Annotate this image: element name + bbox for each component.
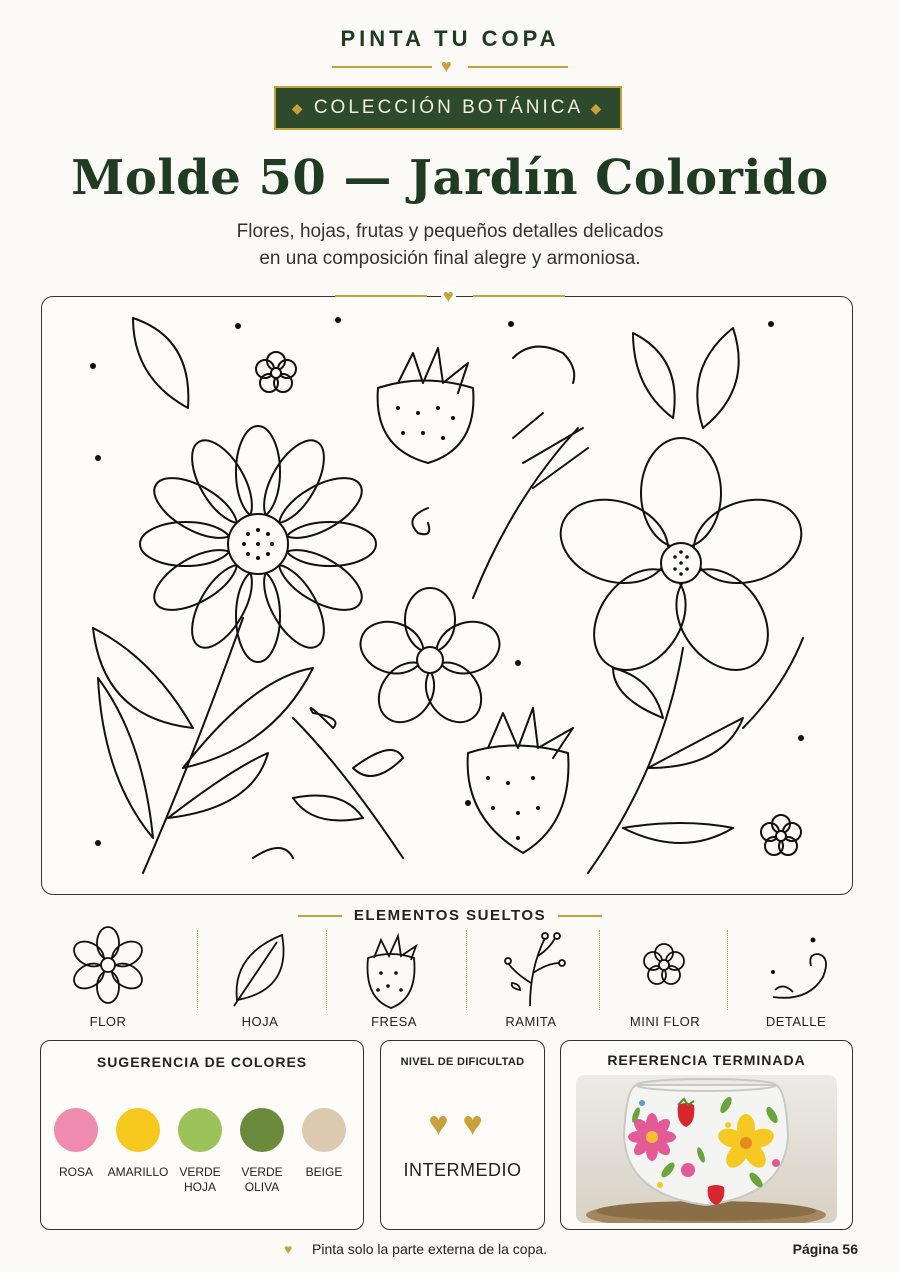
swatch-label [165,1165,235,1195]
element-label-hoja: HOJA [241,1014,279,1029]
flower-icon [354,588,506,733]
swatch-verde-hoja [178,1108,222,1152]
element-divider [197,930,198,1010]
element-divider [727,930,728,1010]
flower-icon [68,925,148,1009]
heart-icon: ♥ [462,1105,497,1143]
twig-icon [500,928,570,1008]
leaf-icon [222,930,292,1008]
mini-flower-icon [635,937,695,997]
swirl-icon [763,932,833,1004]
subtitle-line-1: Flores, hojas, frutas y pequeños detalles delicados [236,221,664,242]
heart-icon: ♥ [441,56,452,76]
page-subtitle [0,218,900,272]
swatch-label-line1: VERDE [179,1165,221,1179]
mini-flower-icon [761,815,801,855]
heart-icon: ♥ [428,1105,463,1143]
swirl-icon [513,347,574,383]
difficulty-hearts [380,1104,545,1144]
swatch-verde-oliva [240,1108,284,1152]
divider-right [468,66,568,68]
heart-icon: ♥ [443,286,454,306]
botanical-illustration [43,298,851,893]
swatch-label [41,1165,111,1180]
element-label-detalle: DETALLE [765,1014,827,1029]
difficulty-heading: NIVEL DE DIFICULTAD [400,1056,525,1068]
swatch-label-line1: ROSA [58,1165,93,1179]
swatch-label-line2: OLIVA [244,1180,280,1194]
frame-divider-right [473,295,565,297]
element-divider [326,930,327,1010]
page-title: Molde 50 — Jardín Colorido [71,150,829,206]
swatch-amarillo [116,1108,160,1152]
divider-left [332,66,432,68]
elements-divider-right [558,915,602,917]
elements-divider-left [298,915,342,917]
element-label-mini-flor: MINI FLOR [629,1014,701,1029]
heart-icon: ♥ [284,1241,293,1257]
swatch-label-line1: BEIGE [305,1165,343,1179]
difficulty-level: INTERMEDIO [403,1160,522,1180]
finished-glass-photo [576,1075,837,1223]
swatch-label-line1: AMARILLO [107,1165,169,1179]
diamond-icon: ◆ [291,100,306,116]
collection-label: COLECCIÓN BOTÁNICA [313,97,583,118]
diamond-icon: ◆ [590,100,605,116]
element-divider [599,930,600,1010]
swatch-rosa [54,1108,98,1152]
footer-note: Pinta solo la parte externa de la copa. [312,1241,548,1257]
swatch-beige [302,1108,346,1152]
swatch-label [103,1165,173,1180]
swatch-label-line1: VERDE [241,1165,283,1179]
strawberry-icon [378,348,474,463]
element-label-flor: FLOR [89,1014,127,1029]
collection-banner [274,86,622,130]
colors-heading: SUGERENCIA DE COLORES [96,1054,308,1070]
page-number: Página 56 [792,1241,858,1257]
reference-heading: REFERENCIA TERMINADA [607,1052,806,1068]
leaf-icon [133,318,188,408]
element-label-fresa: FRESA [371,1014,417,1029]
swatch-label [289,1165,359,1180]
strawberry-icon [468,708,573,853]
elements-heading: ELEMENTOS SUELTOS [353,907,547,924]
frame-divider-left [335,295,427,297]
flower-icon [550,438,812,688]
swatch-label [227,1165,297,1195]
element-divider [466,930,467,1010]
strawberry-icon [356,928,426,1012]
element-label-ramita: RAMITA [505,1014,557,1029]
brand-title: PINTA TU COPA [340,26,560,51]
mini-flower-icon [256,352,296,392]
subtitle-line-2: en una composición final alegre y armoniosa. [259,248,641,269]
swatch-label-line2: HOJA [183,1180,216,1194]
daisy-icon [140,426,376,662]
